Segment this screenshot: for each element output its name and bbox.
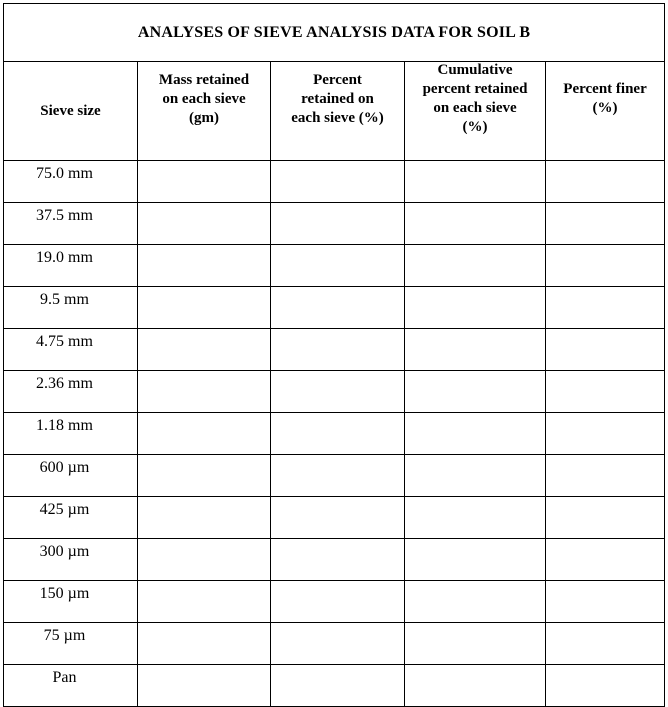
sieve-size-value: 4.75 mm [36, 333, 93, 350]
sieve-analysis-sheet [3, 3, 665, 707]
percent-retained-cell [271, 161, 405, 203]
cumulative-percent-cell [405, 665, 546, 707]
cumulative-percent-cell [405, 539, 546, 581]
header-label: Cumulative percent retained on each sieve (%) [422, 62, 528, 135]
cumulative-percent-cell [405, 413, 546, 455]
table-row [4, 245, 665, 287]
mass-retained-cell [138, 539, 271, 581]
mass-retained-cell [138, 161, 271, 203]
percent-finer-cell [546, 203, 665, 245]
header-mass-retained [138, 62, 271, 161]
sieve-analysis-table [3, 3, 665, 707]
header-sieve-size [4, 62, 138, 161]
mass-retained-cell [138, 245, 271, 287]
mass-retained-cell [138, 203, 271, 245]
sieve-size-value: 600 µm [39, 459, 90, 476]
cumulative-percent-cell [405, 371, 546, 413]
sieve-size-cell [4, 203, 138, 245]
table-row [4, 287, 665, 329]
percent-retained-cell [271, 665, 405, 707]
cumulative-percent-cell [405, 287, 546, 329]
table-row [4, 623, 665, 665]
sieve-size-cell [4, 371, 138, 413]
percent-finer-cell [546, 161, 665, 203]
mass-retained-cell [138, 623, 271, 665]
percent-finer-cell [546, 665, 665, 707]
sieve-size-value: 75 µm [43, 627, 86, 644]
percent-finer-cell [546, 497, 665, 539]
percent-finer-cell [546, 329, 665, 371]
sieve-size-value: 150 µm [39, 585, 90, 602]
sieve-size-value: 19.0 mm [36, 249, 93, 266]
percent-finer-cell [546, 623, 665, 665]
mass-retained-cell [138, 581, 271, 623]
header-label: Percent retained on each sieve (%) [291, 71, 384, 126]
cumulative-percent-cell [405, 623, 546, 665]
header-cumulative-percent [405, 62, 546, 161]
sieve-size-cell [4, 245, 138, 287]
cumulative-percent-cell [405, 455, 546, 497]
percent-finer-cell [546, 245, 665, 287]
mass-retained-cell [138, 413, 271, 455]
sieve-size-value: 1.18 mm [36, 417, 93, 434]
percent-retained-cell [271, 371, 405, 413]
sieve-size-cell [4, 665, 138, 707]
table-row [4, 161, 665, 203]
sieve-size-cell [4, 497, 138, 539]
percent-finer-cell [546, 413, 665, 455]
table-body [4, 161, 665, 707]
mass-retained-cell [138, 497, 271, 539]
table-row [4, 581, 665, 623]
header-label: Mass retained on each sieve (gm) [158, 71, 250, 126]
percent-retained-cell [271, 539, 405, 581]
sieve-size-cell [4, 329, 138, 371]
table-row [4, 539, 665, 581]
percent-retained-cell [271, 203, 405, 245]
mass-retained-cell [138, 329, 271, 371]
sieve-size-cell [4, 539, 138, 581]
header-percent-finer [546, 62, 665, 161]
percent-retained-cell [271, 413, 405, 455]
sieve-size-value: 300 µm [39, 543, 90, 560]
sieve-size-value: 75.0 mm [36, 165, 93, 182]
cumulative-percent-cell [405, 329, 546, 371]
cumulative-percent-cell [405, 245, 546, 287]
table-row [4, 455, 665, 497]
table-row [4, 413, 665, 455]
table-row [4, 203, 665, 245]
mass-retained-cell [138, 287, 271, 329]
mass-retained-cell [138, 455, 271, 497]
percent-retained-cell [271, 245, 405, 287]
percent-retained-cell [271, 329, 405, 371]
table-row [4, 497, 665, 539]
cumulative-percent-cell [405, 581, 546, 623]
sieve-size-cell [4, 287, 138, 329]
sieve-size-cell [4, 623, 138, 665]
header-percent-retained [271, 62, 405, 161]
sieve-size-cell [4, 161, 138, 203]
table-row [4, 371, 665, 413]
sieve-size-value: Pan [52, 669, 77, 686]
sieve-size-cell [4, 581, 138, 623]
table-row [4, 329, 665, 371]
header-label: Percent finer (%) [563, 81, 647, 116]
percent-retained-cell [271, 455, 405, 497]
sieve-size-value: 425 µm [39, 501, 90, 518]
percent-finer-cell [546, 287, 665, 329]
sieve-size-cell [4, 455, 138, 497]
percent-retained-cell [271, 581, 405, 623]
table-title: ANALYSES OF SIEVE ANALYSIS DATA FOR SOIL B [4, 4, 665, 62]
mass-retained-cell [138, 665, 271, 707]
percent-finer-cell [546, 371, 665, 413]
percent-finer-cell [546, 581, 665, 623]
cumulative-percent-cell [405, 203, 546, 245]
sieve-size-value: 2.36 mm [36, 375, 93, 392]
sieve-size-cell [4, 413, 138, 455]
header-row [4, 62, 665, 161]
percent-finer-cell [546, 455, 665, 497]
percent-retained-cell [271, 497, 405, 539]
sieve-size-value: 37.5 mm [36, 207, 93, 224]
cumulative-percent-cell [405, 497, 546, 539]
table-row [4, 665, 665, 707]
percent-finer-cell [546, 539, 665, 581]
cumulative-percent-cell [405, 161, 546, 203]
mass-retained-cell [138, 371, 271, 413]
sieve-size-value: 9.5 mm [40, 291, 89, 308]
header-label: Sieve size [40, 102, 101, 119]
percent-retained-cell [271, 287, 405, 329]
percent-retained-cell [271, 623, 405, 665]
